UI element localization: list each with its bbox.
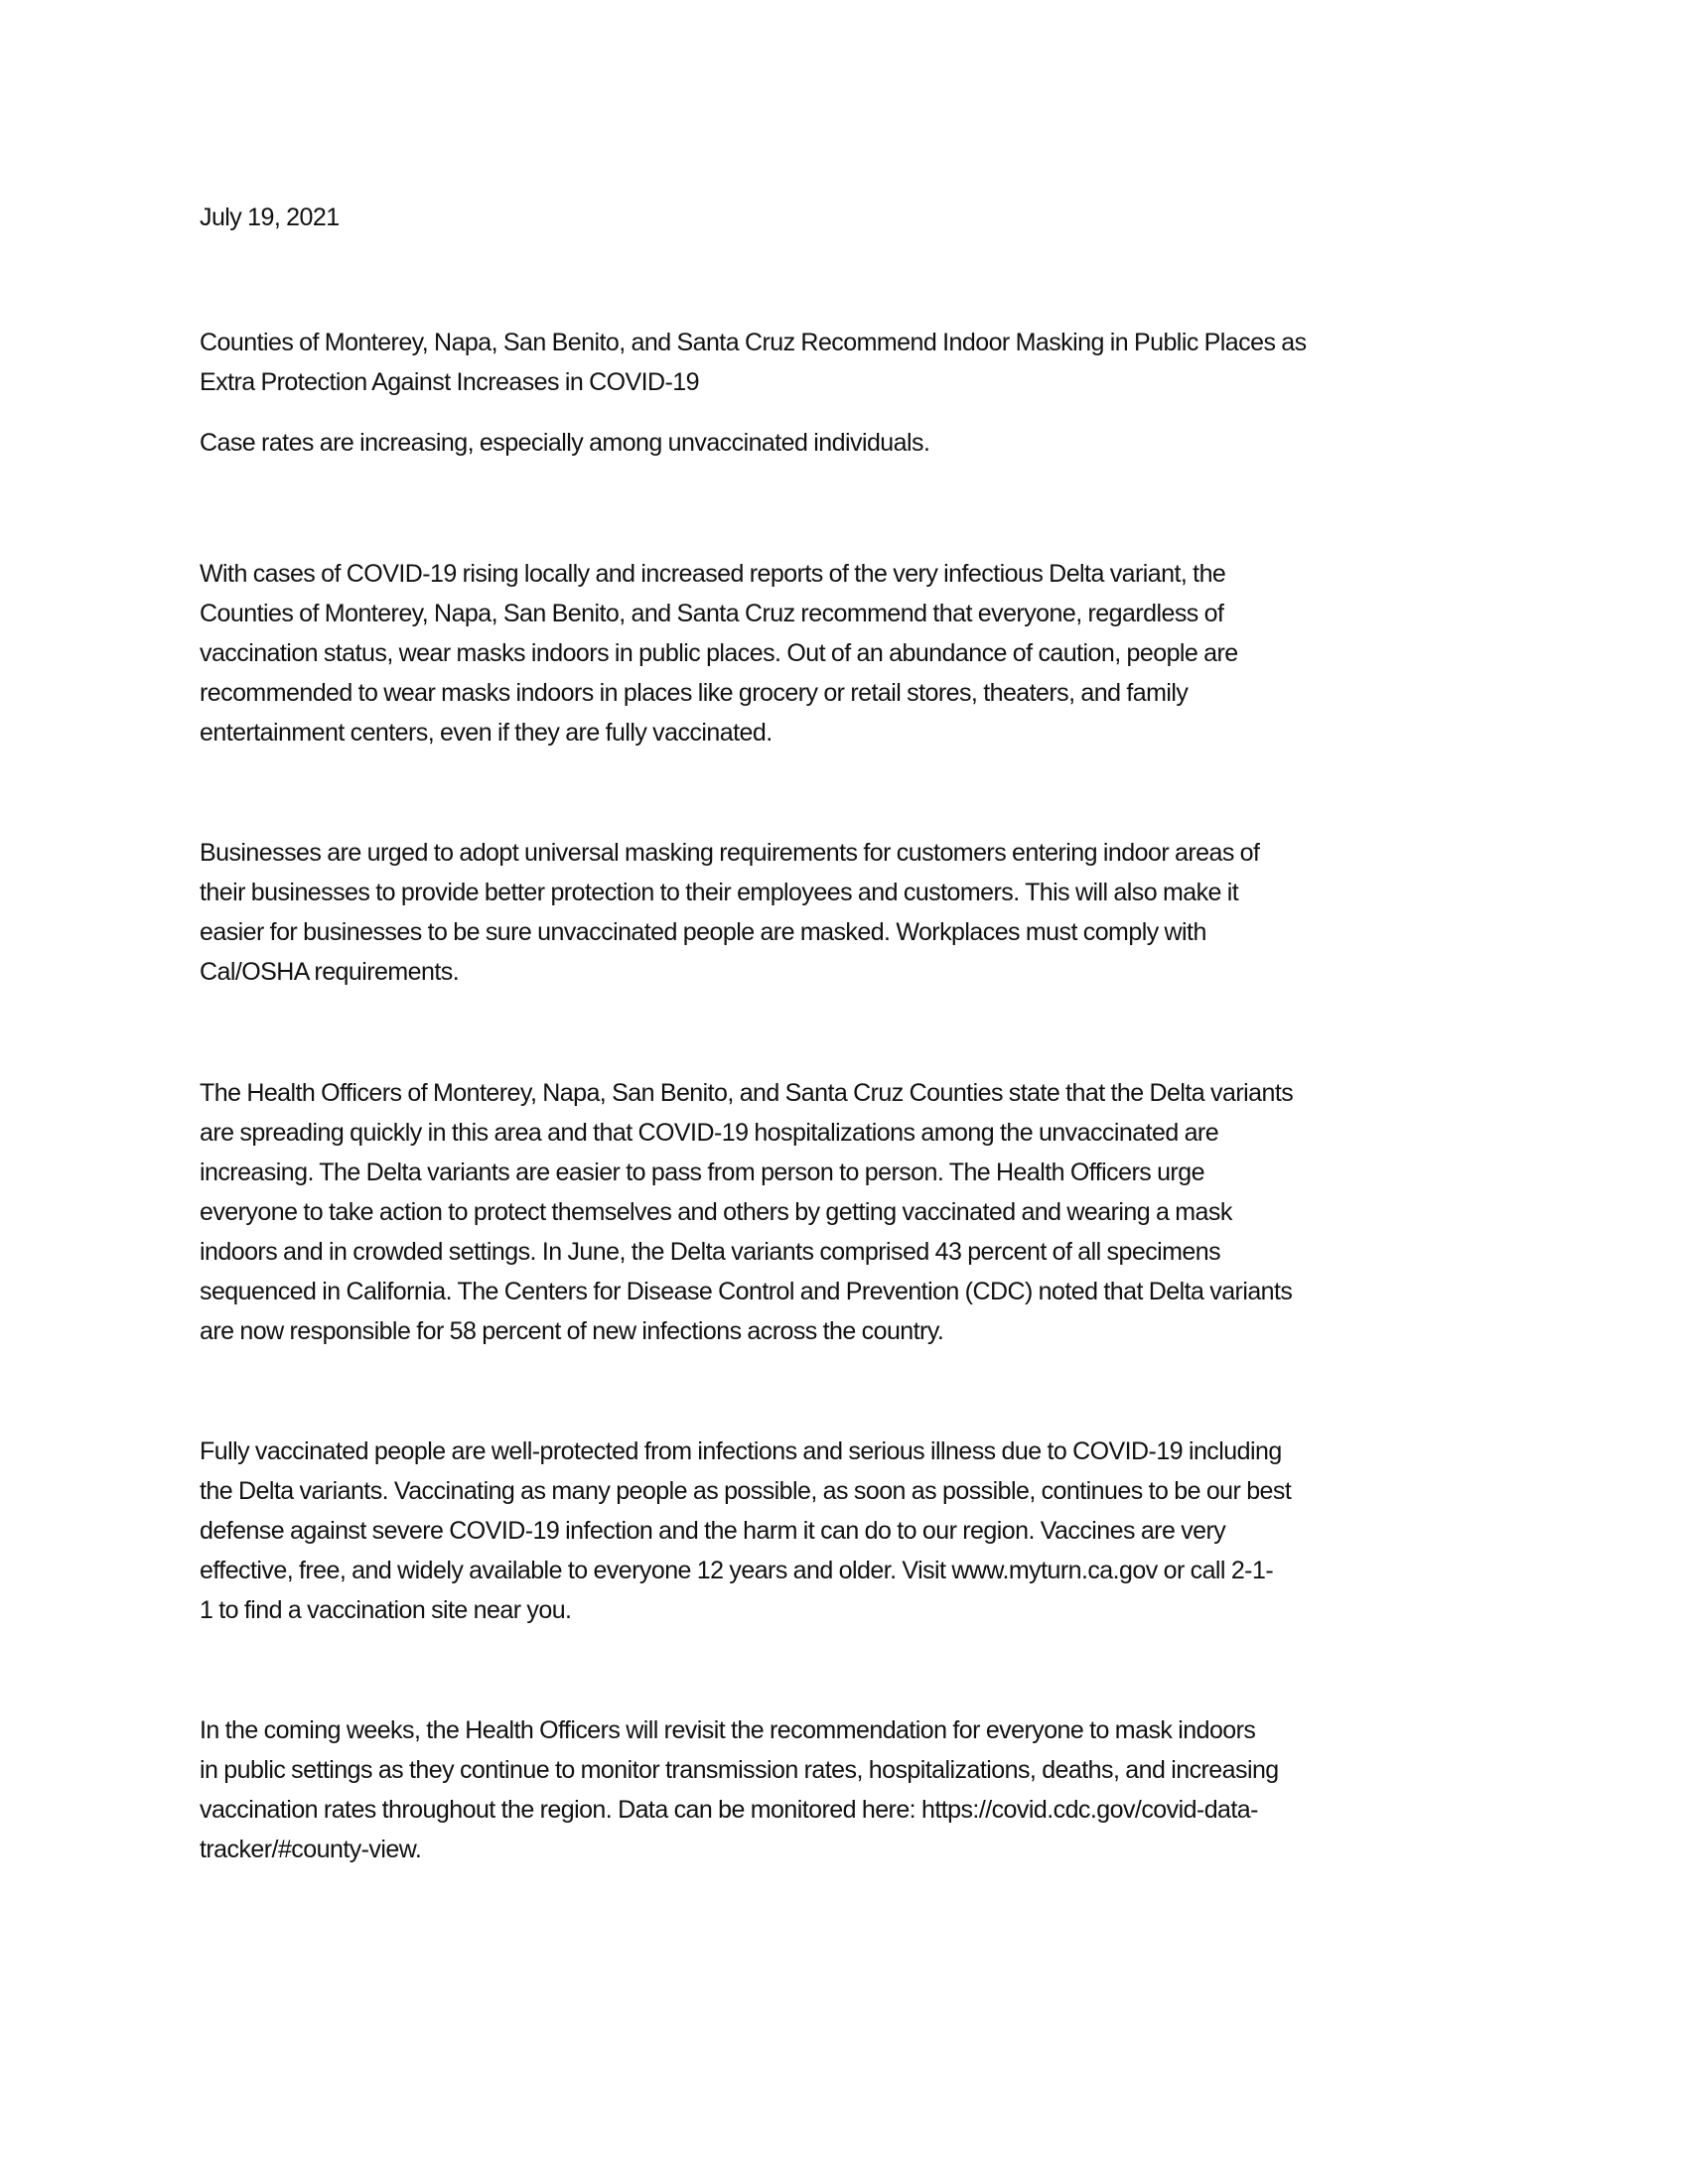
paragraph-line: the Delta variants. Vaccinating as many people as possible, as soon as possible, continues to be our best — [200, 1477, 1292, 1505]
paragraph-line: tracker/#county-view. — [200, 1836, 422, 1863]
paragraph-line: are spreading quickly in this area and that COVID-19 hospitalizations among the unvaccinated are — [200, 1119, 1219, 1147]
paragraph-line: Businesses are urged to adopt universal masking requirements for customers entering indoor areas of — [200, 839, 1260, 867]
paragraph-line: The Health Officers of Monterey, Napa, San Benito, and Santa Cruz Counties state that the Delta variants — [200, 1079, 1294, 1107]
paragraph-line: defense against severe COVID-19 infection and the harm it can do to our region. Vaccines are very — [200, 1517, 1226, 1545]
document-date: July 19, 2021 — [200, 204, 340, 231]
paragraph-line: entertainment centers, even if they are fully vaccinated. — [200, 719, 773, 747]
paragraph-line: in public settings as they continue to monitor transmission rates, hospitalizations, deaths, and increasing — [200, 1756, 1279, 1784]
paragraph-line: In the coming weeks, the Health Officers will revisit the recommendation for everyone to mask indoors — [200, 1716, 1256, 1744]
paragraph-line: Cal/OSHA requirements. — [200, 958, 460, 986]
paragraph-line: everyone to take action to protect themselves and others by getting vaccinated and wearing a mask — [200, 1198, 1232, 1226]
headline-line: Extra Protection Against Increases in COVID-19 — [200, 368, 699, 396]
paragraph-line: With cases of COVID-19 rising locally and increased reports of the very infectious Delta variant, the — [200, 560, 1226, 588]
paragraph-line: Counties of Monterey, Napa, San Benito, and Santa Cruz recommend that everyone, regardless of — [200, 600, 1224, 627]
paragraph-line: vaccination status, wear masks indoors in public places. Out of an abundance of caution, people are — [200, 639, 1238, 667]
paragraph-line: easier for businesses to be sure unvaccinated people are masked. Workplaces must comply with — [200, 918, 1206, 946]
paragraph-line: vaccination rates throughout the region. Data can be monitored here: https://covid.cdc.gov/covid-data- — [200, 1796, 1258, 1824]
paragraph-line: their businesses to provide better protection to their employees and customers. This will also make it — [200, 879, 1239, 906]
headline-line: Counties of Monterey, Napa, San Benito, and Santa Cruz Recommend Indoor Masking in Public Places as — [200, 329, 1307, 356]
paragraph-line: effective, free, and widely available to everyone 12 years and older. Visit www.myturn.ca.gov or call 2-1- — [200, 1557, 1274, 1584]
paragraph-line: 1 to find a vaccination site near you. — [200, 1596, 572, 1624]
paragraph-line: increasing. The Delta variants are easier to pass from person to person. The Health Officers urge — [200, 1159, 1204, 1186]
paragraph-line: indoors and in crowded settings. In June, the Delta variants comprised 43 percent of all specimens — [200, 1238, 1221, 1266]
paragraph-line: are now responsible for 58 percent of new infections across the country. — [200, 1317, 944, 1345]
paragraph-line: recommended to wear masks indoors in places like grocery or retail stores, theaters, and family — [200, 679, 1189, 707]
paragraph-line: Fully vaccinated people are well-protected from infections and serious illness due to COVID-19 including — [200, 1437, 1282, 1465]
paragraph-line: sequenced in California. The Centers for Disease Control and Prevention (CDC) noted that Delta variants — [200, 1278, 1293, 1305]
subheadline: Case rates are increasing, especially among unvaccinated individuals. — [200, 429, 930, 457]
